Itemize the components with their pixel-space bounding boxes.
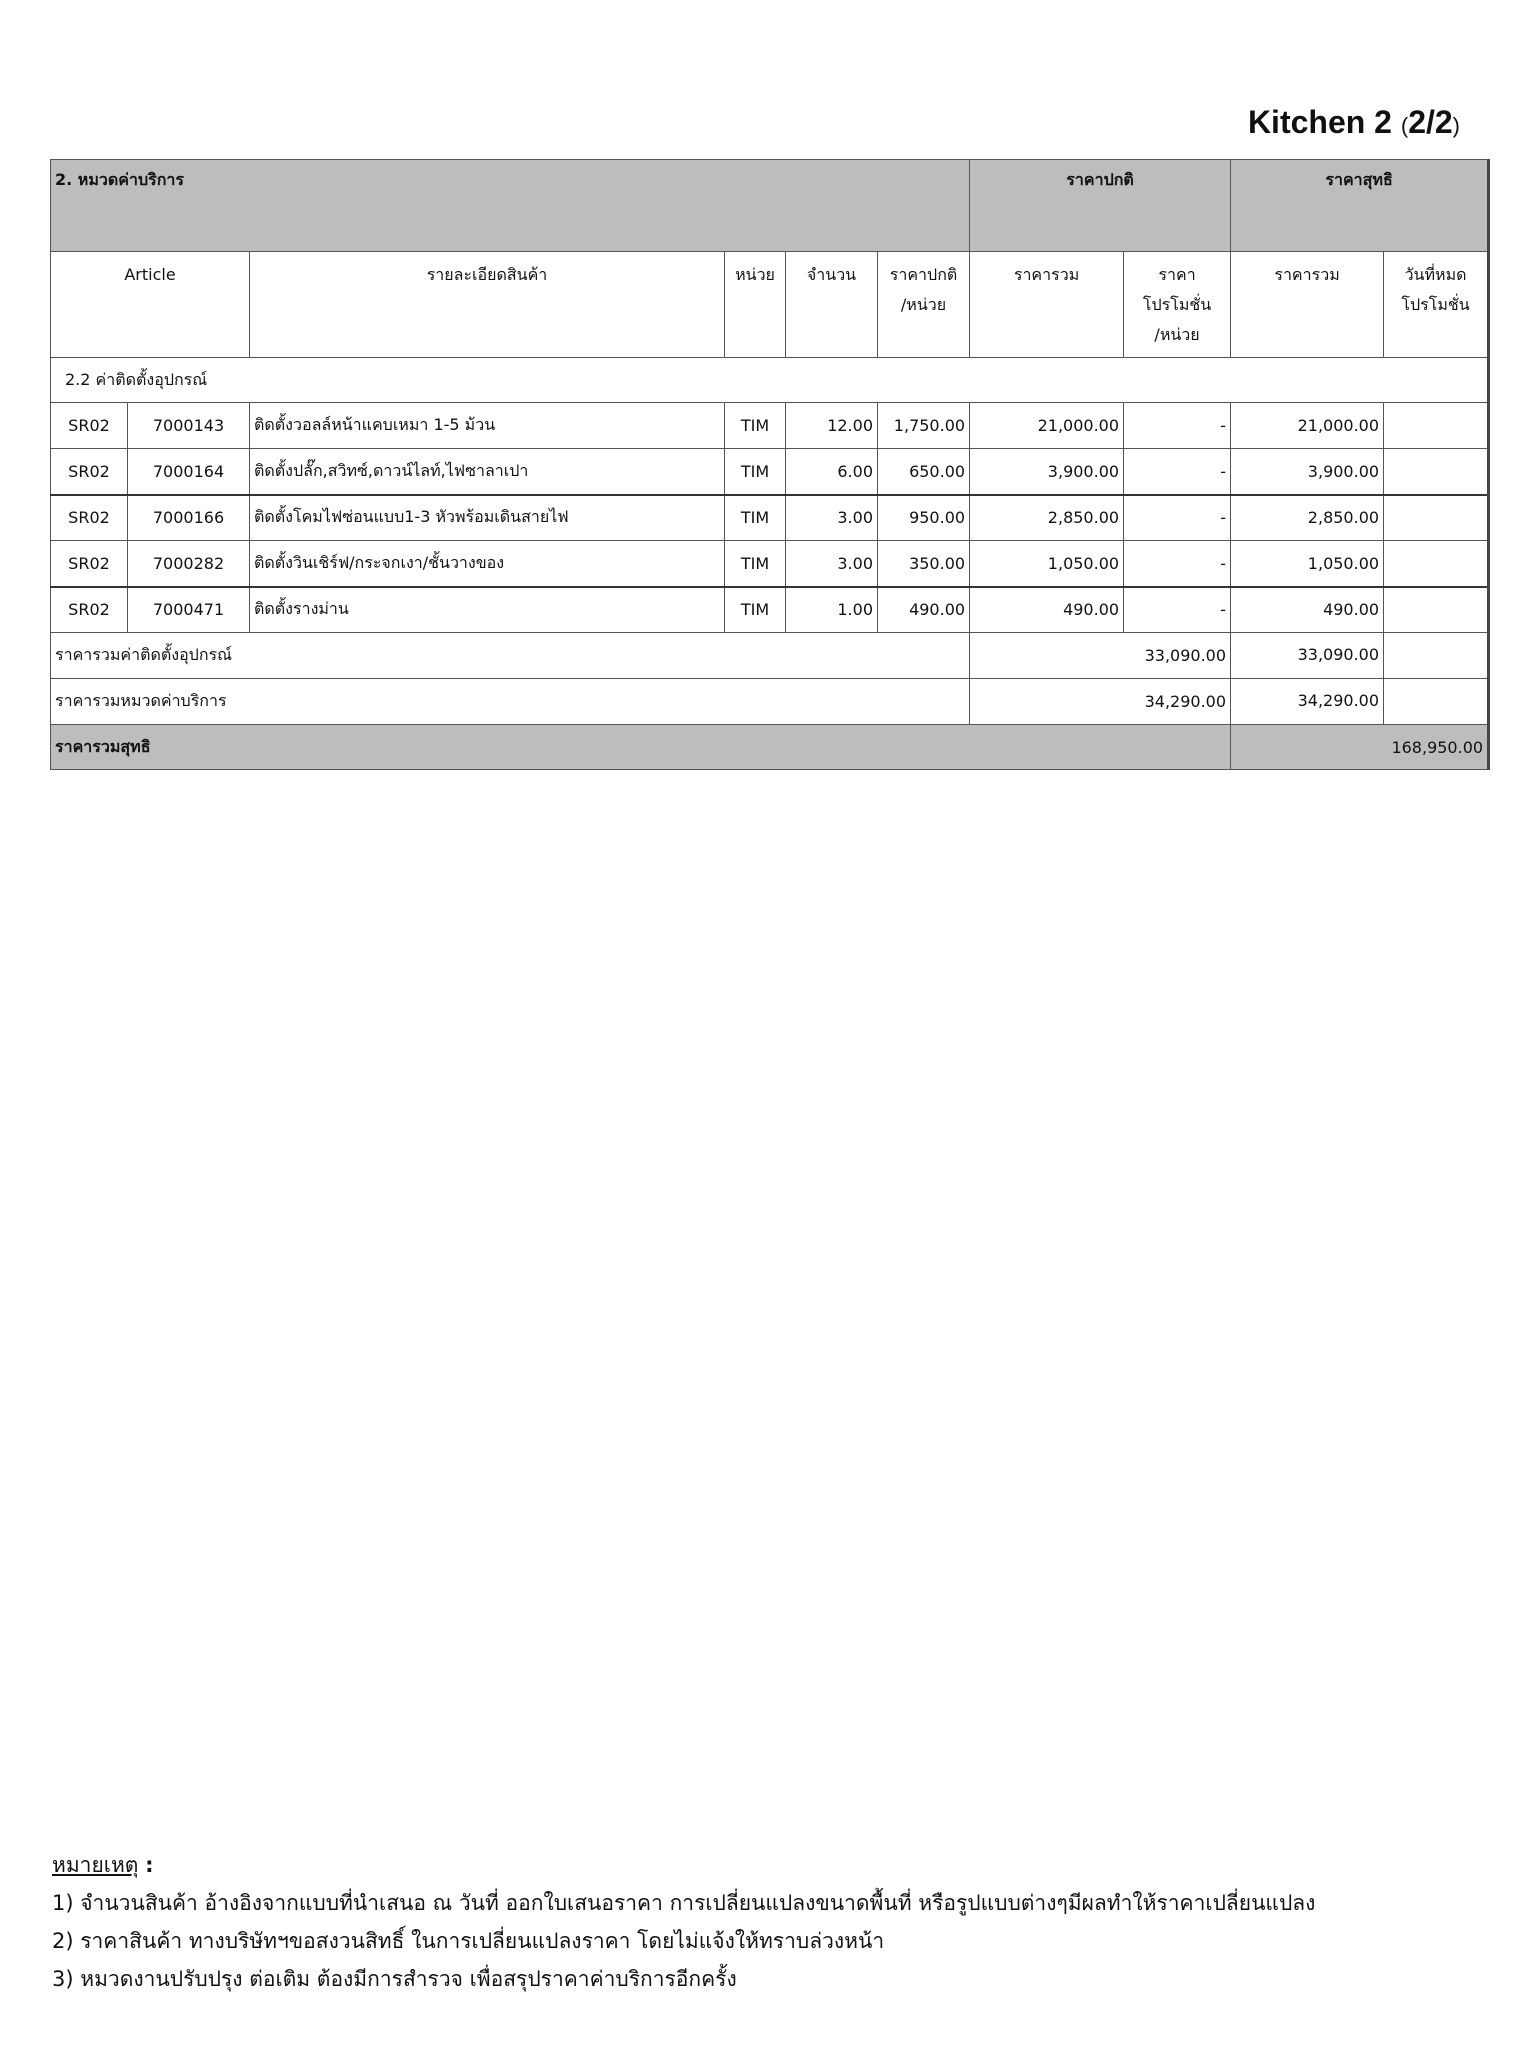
row-net-total: 490.00 bbox=[1231, 587, 1384, 633]
row-net-total: 1,050.00 bbox=[1231, 541, 1384, 587]
section-header-row bbox=[51, 160, 1489, 252]
row-qty: 3.00 bbox=[786, 541, 878, 587]
note-item-2: 2) ราคาสินค้า ทางบริษัทฯขอสงวนสิทธิ์ ในการเปลี่ยนแปลงราคา โดยไม่แจ้งให้ทราบล่วงหน้า bbox=[52, 1929, 885, 1953]
table-row bbox=[51, 403, 1489, 449]
subtotal-install-row bbox=[51, 633, 1489, 679]
row-total: 3,900.00 bbox=[970, 449, 1124, 495]
subtotal-install-label: ราคารวมค่าติดตั้งอุปกรณ์ bbox=[51, 633, 970, 679]
subtotal-install-net-total: 33,090.00 bbox=[1231, 633, 1384, 678]
row-promo-end bbox=[1384, 587, 1489, 633]
row-promo-price: - bbox=[1124, 587, 1231, 633]
row-unit: TIM bbox=[725, 495, 786, 541]
row-total: 21,000.00 bbox=[970, 403, 1124, 449]
row-promo-price: - bbox=[1124, 541, 1231, 587]
note-item-1: 1) จำนวนสินค้า อ้างอิงจากแบบที่นำเสนอ ณ วันที่ ออกใบเสนอราคา การเปลี่ยนแปลงขนาดพื้นที่ หรือรูปแบบต่างๆมีผลทำให้ราคาเปลี่ยนแปลง bbox=[52, 1891, 1316, 1915]
row-description: ติดตั้งวินเชิร์ฟ/กระจกเงา/ชั้นวางของ bbox=[250, 541, 725, 587]
row-code: SR02 bbox=[51, 449, 128, 495]
page-number: 2/2 bbox=[1408, 104, 1453, 140]
page-title-text: Kitchen 2 bbox=[1247, 104, 1392, 140]
net-price-group-header: ราคาสุทธิ bbox=[1231, 160, 1489, 252]
row-article: 7000143 bbox=[128, 403, 250, 449]
row-promo-price: - bbox=[1124, 449, 1231, 495]
row-unit: TIM bbox=[725, 541, 786, 587]
table-row bbox=[51, 495, 1489, 541]
row-unit-price: 490.00 bbox=[878, 587, 970, 633]
row-unit-price: 650.00 bbox=[878, 449, 970, 495]
section-title: 2. หมวดค่าบริการ bbox=[51, 160, 970, 252]
row-net-total: 2,850.00 bbox=[1231, 495, 1384, 541]
note-item-3: 3) หมวดงานปรับปรุง ต่อเติม ต้องมีการสำรวจ เพื่อสรุปราคาค่าบริการอีกครั้ง bbox=[52, 1967, 737, 1991]
row-article: 7000164 bbox=[128, 449, 250, 495]
quotation-table bbox=[50, 159, 1490, 770]
row-article: 7000166 bbox=[128, 495, 250, 541]
subsection-row bbox=[51, 358, 1489, 403]
row-description: ติดตั้งวอลล์หน้าแคบเหมา 1-5 ม้วน bbox=[250, 403, 725, 449]
normal-price-group-header: ราคาปกติ bbox=[970, 160, 1231, 252]
grand-total-row bbox=[51, 725, 1489, 770]
page-title: Kitchen 2 (2/2) bbox=[1247, 104, 1460, 140]
row-promo-price: - bbox=[1124, 403, 1231, 449]
row-total: 490.00 bbox=[970, 587, 1124, 633]
row-qty: 1.00 bbox=[786, 587, 878, 633]
row-unit-price: 950.00 bbox=[878, 495, 970, 541]
row-qty: 6.00 bbox=[786, 449, 878, 495]
row-description: ติดตั้งโคมไฟซ่อนแบบ1-3 หัวพร้อมเดินสายไฟ bbox=[250, 495, 725, 541]
row-promo-price: - bbox=[1124, 495, 1231, 541]
row-total: 1,050.00 bbox=[970, 541, 1124, 587]
row-article: 7000471 bbox=[128, 587, 250, 633]
row-net-total: 21,000.00 bbox=[1231, 403, 1384, 449]
col-total: ราคารวม bbox=[970, 252, 1124, 358]
row-unit: TIM bbox=[725, 587, 786, 633]
row-description: ติดตั้งรางม่าน bbox=[250, 587, 725, 633]
subtotal-service-row bbox=[51, 679, 1489, 725]
row-promo-end bbox=[1384, 495, 1489, 541]
col-qty: จำนวน bbox=[786, 252, 878, 358]
col-net-total: ราคารวม bbox=[1231, 252, 1384, 358]
row-code: SR02 bbox=[51, 495, 128, 541]
row-code: SR02 bbox=[51, 587, 128, 633]
row-unit-price: 350.00 bbox=[878, 541, 970, 587]
subtotal-service-total: 34,290.00 bbox=[970, 679, 1231, 725]
row-unit: TIM bbox=[725, 403, 786, 449]
table-row bbox=[51, 541, 1489, 587]
notes-heading: หมายเหตุ : bbox=[52, 1853, 154, 1877]
subsection-title: 2.2 ค่าติดตั้งอุปกรณ์ bbox=[51, 358, 1489, 403]
col-unit: หน่วย bbox=[725, 252, 786, 358]
row-net-total: 3,900.00 bbox=[1231, 449, 1384, 495]
row-code: SR02 bbox=[51, 403, 128, 449]
table-row bbox=[51, 587, 1489, 633]
notes-section bbox=[52, 1846, 1315, 1998]
row-qty: 12.00 bbox=[786, 403, 878, 449]
col-description: รายละเอียดสินค้า bbox=[250, 252, 725, 358]
col-promo-price: ราคา โปรโมชั่น /หน่วย bbox=[1124, 252, 1231, 358]
subtotal-install-total: 33,090.00 bbox=[970, 633, 1231, 679]
grand-total-label: ราคารวมสุทธิ bbox=[51, 725, 1231, 770]
row-article: 7000282 bbox=[128, 541, 250, 587]
subtotal-service-net-total: 34,290.00 bbox=[1231, 679, 1384, 724]
row-description: ติดตั้งปลั๊ก,สวิทซ์,ดาวน์ไลท์,ไฟซาลาเปา bbox=[250, 449, 725, 495]
col-unit-price: ราคาปกติ /หน่วย bbox=[878, 252, 970, 358]
subtotal-service-label: ราคารวมหมวดค่าบริการ bbox=[51, 679, 970, 725]
grand-total-value: 168,950.00 bbox=[1231, 725, 1489, 770]
row-unit: TIM bbox=[725, 449, 786, 495]
row-qty: 3.00 bbox=[786, 495, 878, 541]
row-promo-end bbox=[1384, 449, 1489, 495]
column-header-row bbox=[51, 252, 1489, 358]
row-promo-end bbox=[1384, 403, 1489, 449]
notes-title: หมายเหตุ bbox=[52, 1853, 139, 1877]
row-total: 2,850.00 bbox=[970, 495, 1124, 541]
col-promo-end: วันที่หมด โปรโมชั่น bbox=[1384, 252, 1489, 358]
table-row bbox=[51, 449, 1489, 495]
row-code: SR02 bbox=[51, 541, 128, 587]
row-promo-end bbox=[1384, 541, 1489, 587]
row-unit-price: 1,750.00 bbox=[878, 403, 970, 449]
col-article: Article bbox=[51, 252, 250, 358]
